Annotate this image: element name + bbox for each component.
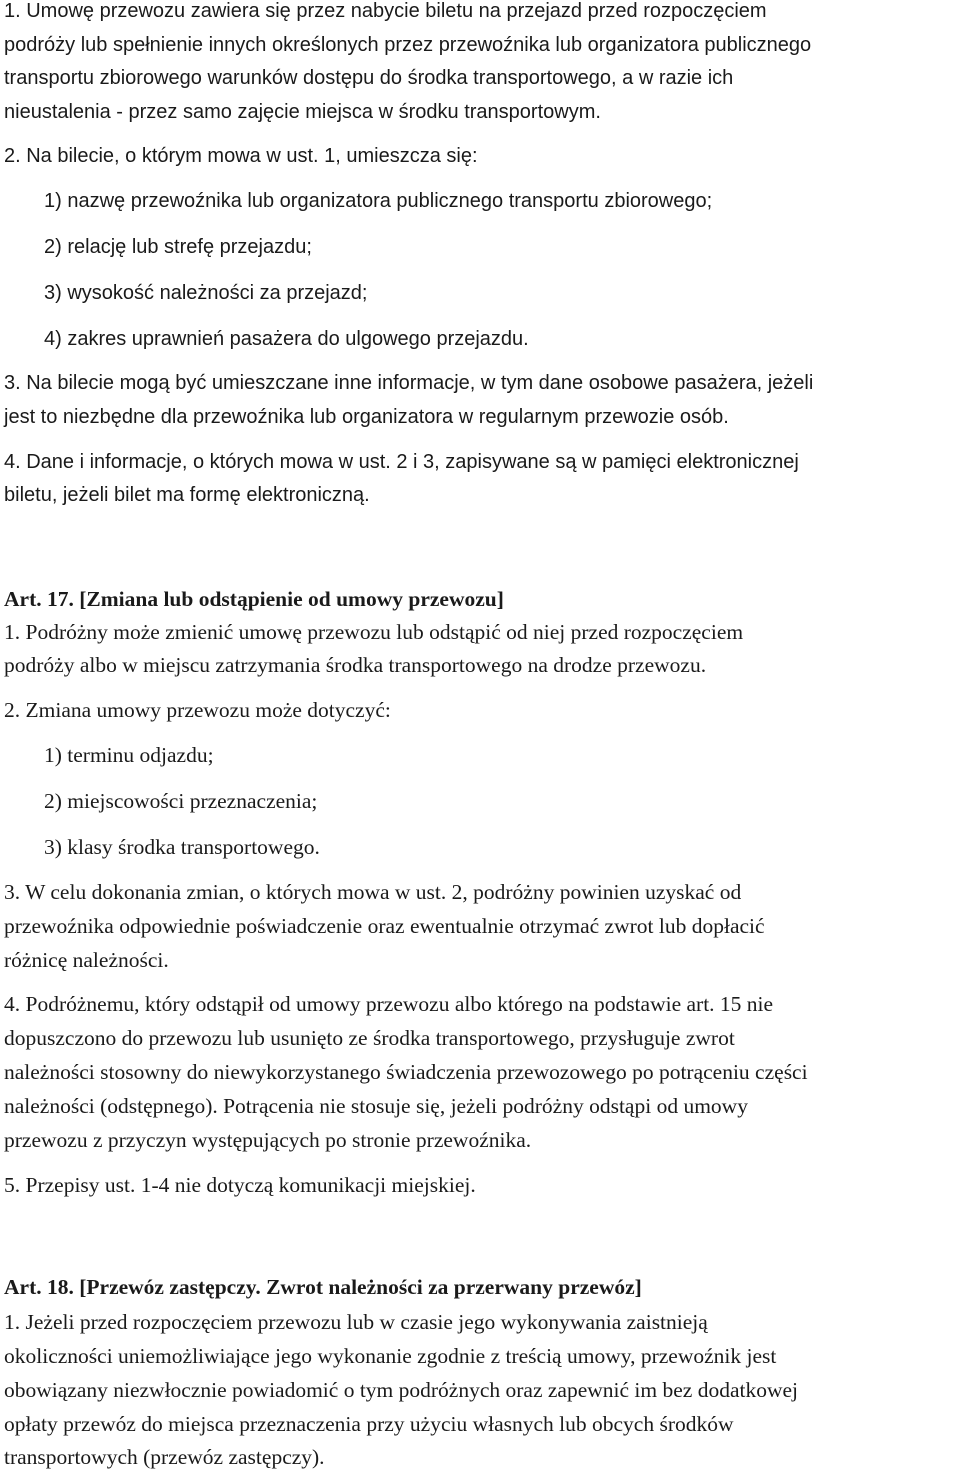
art17-paragraph-3-line-1: 3. W celu dokonania zmian, o których mowa w ust. 2, podróżny powinien uzyskać od [4, 880, 742, 904]
paragraph-1-line-1: 1. Umowę przewozu zawiera się przez nabycie biletu na przejazd przed rozpoczęciem [4, 0, 767, 22]
paragraph-4-line-2: biletu, jeżeli bilet ma formę elektroniczną. [4, 484, 370, 506]
art17-paragraph-3-line-2: przewoźnika odpowiednie poświadczenie oraz ewentualnie otrzymać zwrot lub dopłacić [4, 914, 765, 938]
list-item: 1) nazwę przewoźnika lub organizatora publicznego transportu zbiorowego; [44, 190, 713, 212]
art17-paragraph-4-line-1: 4. Podróżnemu, który odstąpił od umowy przewozu albo którego na podstawie art. 15 nie [4, 992, 774, 1016]
list-item: 4) zakres uprawnień pasażera do ulgowego przejazdu. [44, 328, 529, 350]
art17-paragraph-4-line-4: należności (odstępnego). Potrącenia nie stosuje się, jeżeli podróżny odstąpi od umowy [4, 1094, 748, 1118]
art18-paragraph-1-line-2: okoliczności uniemożliwiające jego wykonanie zgodnie z treścią umowy, przewoźnik jest [4, 1344, 777, 1368]
art18-paragraph-1-line-4: opłaty przewóz do miejsca przeznaczenia przy użyciu własnych lub obcych środków [4, 1412, 734, 1436]
art18-paragraph-1-line-5: transportowych (przewóz zastępczy). [4, 1445, 325, 1469]
art17-paragraph-1-line-2: podróży albo w miejscu zatrzymania środka transportowego na drodze przewozu. [4, 653, 707, 677]
article-18-heading: Art. 18. [Przewóz zastępczy. Zwrot należności za przerwany przewóz] [4, 1275, 642, 1299]
paragraph-3-line-2: jest to niezbędne dla przewoźnika lub organizatora w regularnym przewozie osób. [4, 406, 729, 428]
paragraph-4-line-1: 4. Dane i informacje, o których mowa w ust. 2 i 3, zapisywane są w pamięci elektronicznej [4, 451, 799, 473]
art18-paragraph-1-line-3: obowiązany niezwłocznie powiadomić o tym podróżnych oraz zapewnić im bez dodatkowej [4, 1378, 799, 1402]
paragraph-2-intro: 2. Na bilecie, o którym mowa w ust. 1, umieszcza się: [4, 145, 478, 167]
art17-paragraph-4-line-3: należności stosowny do niewykorzystanego świadczenia przewozowego po potrąceniu części [4, 1060, 808, 1084]
list-item: 2) miejscowości przeznaczenia; [44, 789, 318, 813]
paragraph-3-line-1: 3. Na bilecie mogą być umieszczane inne informacje, w tym dane osobowe pasażera, jeżeli [4, 372, 814, 394]
article-17-heading: Art. 17. [Zmiana lub odstąpienie od umowy przewozu] [4, 587, 504, 611]
art17-paragraph-2-intro: 2. Zmiana umowy przewozu może dotyczyć: [4, 698, 391, 722]
list-item: 2) relację lub strefę przejazdu; [44, 236, 312, 258]
art17-paragraph-5: 5. Przepisy ust. 1-4 nie dotyczą komunikacji miejskiej. [4, 1173, 476, 1197]
art17-paragraph-4-line-5: przewozu z przyczyn występujących po stronie przewoźnika. [4, 1128, 532, 1152]
list-item: 3) wysokość należności za przejazd; [44, 282, 368, 304]
paragraph-1-line-4: nieustalenia - przez samo zajęcie miejsca w środku transportowym. [4, 101, 601, 123]
list-item: 1) terminu odjazdu; [44, 743, 214, 767]
list-item: 3) klasy środka transportowego. [44, 835, 320, 859]
art18-paragraph-1-line-1: 1. Jeżeli przed rozpoczęciem przewozu lub w czasie jego wykonywania zaistnieją [4, 1310, 708, 1334]
paragraph-1-line-3: transportu zbiorowego warunków dostępu do środka transportowego, a w razie ich [4, 67, 734, 89]
art17-paragraph-4-line-2: dopuszczono do przewozu lub usunięto ze środka transportowego, przysługuje zwrot [4, 1026, 735, 1050]
art17-paragraph-1-line-1: 1. Podróżny może zmienić umowę przewozu lub odstąpić od niej przed rozpoczęciem [4, 620, 744, 644]
art17-paragraph-3-line-3: różnicę należności. [4, 948, 169, 972]
paragraph-1-line-2: podróży lub spełnienie innych określonych przez przewoźnika lub organizatora publicznego [4, 34, 812, 56]
